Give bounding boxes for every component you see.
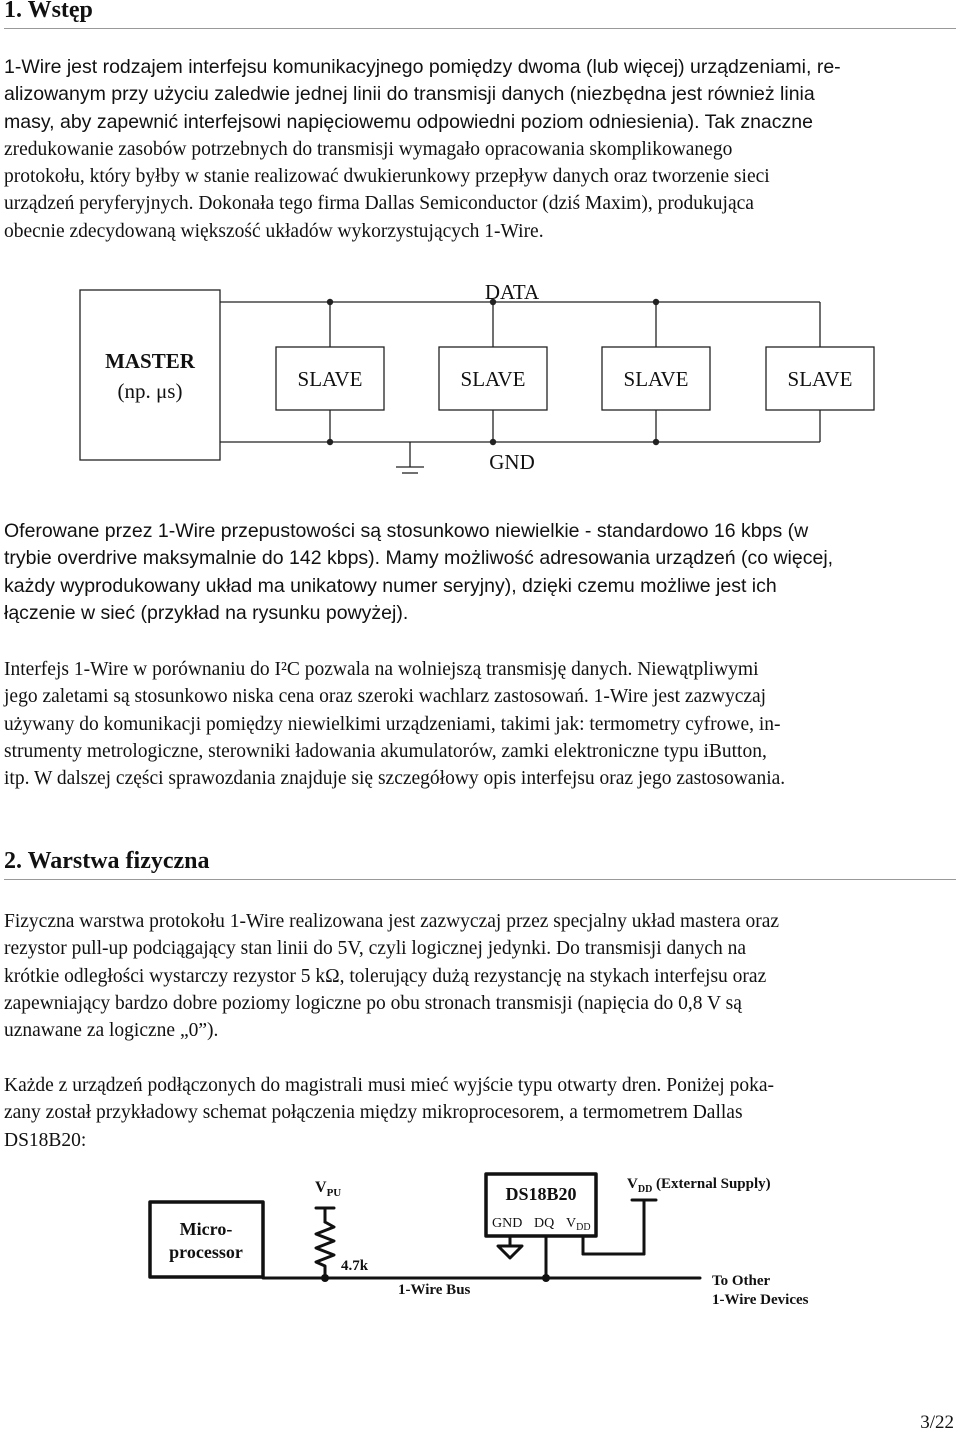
- ground-icon: [498, 1246, 522, 1258]
- slave-label: SLAVE: [787, 367, 853, 391]
- junction-dot: [653, 439, 659, 445]
- text-line: 1-Wire jest rodzajem interfejsu komunikacyjnego pomiędzy dwoma (lub więcej) urządzeniami, re-: [4, 56, 841, 78]
- text-line: Interfejs 1-Wire w porównaniu do I²C pozwala na wolniejszą transmisję danych. Niewątpliwymi: [4, 659, 759, 680]
- other-devices-label: To Other: [712, 1273, 771, 1289]
- intro-paragraph: [4, 54, 956, 245]
- microprocessor-box: [150, 1202, 263, 1277]
- text-line: Oferowane przez 1-Wire przepustowości są stosunkowo niewielkie - standardowo 16 kbps (w: [4, 520, 809, 542]
- microprocessor-label: processor: [169, 1242, 243, 1262]
- master-label: MASTER: [105, 349, 195, 373]
- text-line: strumenty metrologiczne, sterowniki ładowania akumulatorów, zamki elektroniczne typu iButton,: [4, 740, 767, 762]
- pullup-resistor: [316, 1222, 334, 1278]
- text-line: itp. W dalszej części sprawozdania znajduje się szczegółowy opis interfejsu oraz jego zastosowania.: [4, 768, 786, 790]
- section-2-heading: 2. Warstwa fizyczna: [4, 848, 210, 874]
- text-line: jego zaletami są stosunkowo niska cena oraz szeroki wachlarz zastosowań. 1-Wire jest zazwyczaj: [4, 686, 767, 708]
- microprocessor-label: Micro-: [179, 1219, 233, 1239]
- vdd-supply-label: $V_{DD}$ (External Supply): [627, 1176, 771, 1195]
- data-label: DATA: [484, 280, 540, 304]
- vpu-label: $V_{PU}$: [315, 1179, 342, 1199]
- text-line: trybie overdrive maksymalnie do 142 kbps). Mamy możliwość adresowania urządzeń (co więcej,: [4, 547, 834, 570]
- comparison-paragraph: [4, 656, 956, 792]
- gnd-label: GND: [489, 450, 535, 474]
- ds18b20-schematic: [0, 1170, 960, 1350]
- text-line: uznawane za logiczne „0”).: [4, 1020, 219, 1042]
- pin-dq-label: DQ: [534, 1216, 555, 1231]
- junction-dot: [490, 439, 496, 445]
- text-line: DS18B20:: [4, 1129, 87, 1151]
- chip-name-label: DS18B20: [505, 1184, 577, 1204]
- section-1-heading: 1. Wstęp: [4, 0, 93, 23]
- slave-label: SLAVE: [460, 367, 526, 391]
- text-line: protokołu, który byłby w stanie realizować dwukierunkowy przepływ danych oraz tworzenie sieci: [4, 166, 770, 188]
- text-line: zapewniający bardzo dobre poziomy logiczne po obu stronach transmisji (napięcia do 0,8 V są: [4, 992, 742, 1014]
- text-line: używany do komunikacji pomiędzy niewielkimi urządzeniami, takimi jak: termometry cyfrowe, in-: [4, 713, 781, 735]
- physical-layer-paragraph: [4, 908, 956, 1044]
- text-line: Fizyczna warstwa protokołu 1-Wire realizowana jest zazwyczaj przez specjalny układ mastera oraz: [4, 911, 780, 932]
- text-line: obecnie zdecydowaną większość układów wykorzystujących 1-Wire.: [4, 220, 544, 242]
- pin-vdd-label: $V_{DD}$: [566, 1216, 591, 1233]
- text-line: krótkie odległości wystarczy rezystor 5 kΩ, tolerujący dużą rezystancję na stykach interfejsu oraz: [4, 965, 767, 987]
- resistor-value-label: 4.7k: [341, 1258, 369, 1274]
- slave-label: SLAVE: [297, 367, 363, 391]
- heading-rule: [4, 879, 956, 880]
- text-line: rezystor pull-up podciągający stan linii do 5V, czyli logicznej jedynki. Do transmisji danych na: [4, 938, 747, 960]
- junction-dot: [327, 299, 333, 305]
- bus-label: 1-Wire Bus: [398, 1282, 471, 1298]
- master-box: [80, 290, 220, 460]
- junction-dot: [327, 439, 333, 445]
- page-number: 3/22: [920, 1412, 954, 1433]
- text-line: alizowanym przy użyciu zaledwie jednej linii do transmisji danych (niezbędna jest również linia: [4, 83, 815, 106]
- open-drain-paragraph: [4, 1072, 956, 1154]
- master-example-label: (np. μs): [117, 379, 183, 403]
- text-line: Każde z urządzeń podłączonych do magistrali musi mieć wyjście typu otwarty dren. Poniżej poka-: [4, 1075, 774, 1096]
- throughput-paragraph: [4, 518, 956, 627]
- other-devices-label: 1-Wire Devices: [712, 1292, 809, 1308]
- junction-dot: [653, 299, 659, 305]
- heading-rule: [4, 28, 956, 29]
- text-line: łączenie w sieć (przykład na rysunku powyżej).: [4, 601, 409, 624]
- text-line: każdy wyprodukowany układ ma unikatowy numer seryjny), dzięki czemu możliwe jest ich: [4, 574, 777, 597]
- text-line: urządzeń peryferyjnych. Dokonała tego firma Dallas Semiconductor (dziś Maxim), produkująca: [4, 193, 754, 215]
- text-line: zredukowanie zasobów potrzebnych do transmisji wymagało opracowania skomplikowanego: [4, 138, 733, 160]
- text-line: zany został przykładowy schemat połączenia między mikroprocesorem, a termometrem Dallas: [4, 1102, 743, 1124]
- slave-label: SLAVE: [623, 367, 689, 391]
- text-line: masy, aby zapewnić interfejsowi napięciowemu odpowiedni poziom odniesienia). Tak znaczne: [4, 110, 813, 133]
- pin-gnd-label: GND: [492, 1216, 523, 1231]
- onewire-network-diagram: [0, 262, 960, 492]
